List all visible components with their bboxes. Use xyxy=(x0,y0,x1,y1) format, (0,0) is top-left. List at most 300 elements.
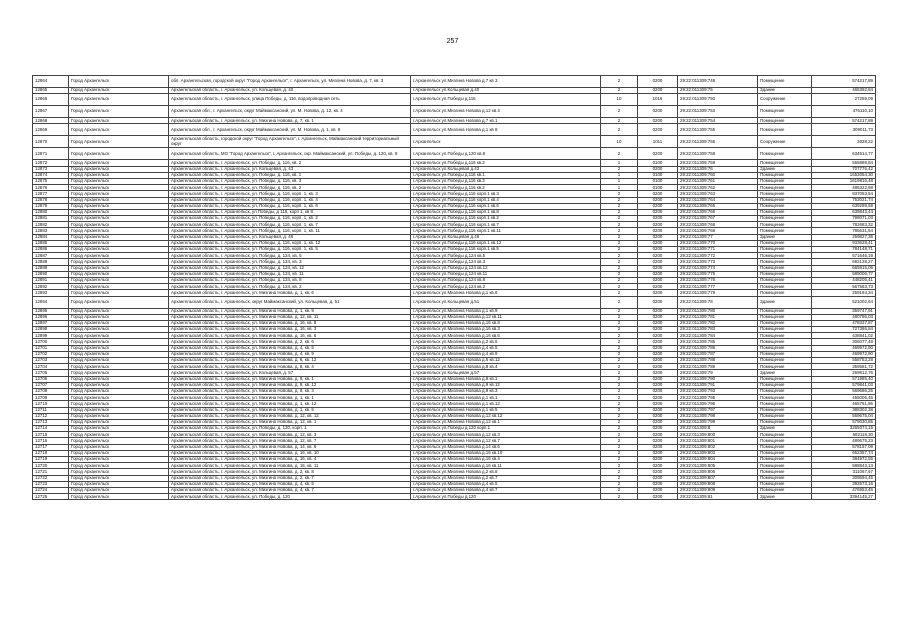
object-type-cell: Помещение xyxy=(758,148,812,160)
full-address-cell: Архангельская область, г. Архангельск, ул. Мизгина Новова, д. 16, кв. 6 xyxy=(169,333,411,339)
cadastral-value-cell: 798071,03 xyxy=(812,216,876,222)
object-type-cell: Здание xyxy=(758,88,812,94)
group-code-cell: 2 xyxy=(601,191,638,197)
subgroup-code-cell: 0200 xyxy=(638,191,678,197)
cadastral-number-cell: 29:22:011309:768 xyxy=(678,222,758,228)
row-number-cell: 12870 xyxy=(33,136,69,148)
short-address-cell: г.Архангельск ул.Победы д.120 xyxy=(411,494,601,500)
short-address-cell: г.Архангельск ул.Мизгина Новова д.16 кв.3 xyxy=(411,327,601,333)
group-code-cell: 2 xyxy=(601,494,638,500)
full-address-cell: Архангельская область, г. Архангельск, ул. Победы, д. 116, корп. 1, кв. 4 xyxy=(169,197,411,203)
cadastral-value-cell: 571646,19 xyxy=(812,253,876,259)
short-address-cell: г.Архангельск ул.Победы д.120 кв.8 xyxy=(411,148,601,160)
cadastral-value-cell: 3265074,15 xyxy=(812,426,876,432)
subgroup-code-cell: 0200 xyxy=(638,333,678,339)
cadastral-number-cell: 29:22:011309:770 xyxy=(678,240,758,246)
property-table xyxy=(32,75,876,500)
row-number-cell: 12888 xyxy=(33,259,69,265)
short-address-cell: г.Архангельск ул.Победы д.116 корп.1 кв.8 xyxy=(411,209,601,215)
municipality-cell: Город Архангельск xyxy=(69,327,169,333)
full-address-cell: Архангельская область, г. Архангельск, ул Победы, д 116, корп 1, кв 8 xyxy=(169,209,411,215)
cadastral-number-cell: 29:22:011309:799 xyxy=(678,419,758,425)
municipality-cell: Город Архангельск xyxy=(69,148,169,160)
cadastral-number-cell: 29:22:011309:758 xyxy=(678,148,758,160)
row-number-cell: 12880 xyxy=(33,209,69,215)
row-number-cell: 12897 xyxy=(33,320,69,326)
row-number-cell: 12708 xyxy=(33,388,69,394)
full-address-cell: Архангельская область, г. Архангельск, ул. Победы, д. 124, кв. 2 xyxy=(169,284,411,290)
object-type-cell: Помещение xyxy=(758,284,812,290)
subgroup-code-cell: 0100 xyxy=(638,178,678,184)
subgroup-code-cell: 0200 xyxy=(638,265,678,271)
subgroup-code-cell: 0200 xyxy=(638,407,678,413)
group-code-cell: 2 xyxy=(601,197,638,203)
cadastral-number-cell: 29:22:011309:762 xyxy=(678,185,758,191)
object-type-cell: Помещение xyxy=(758,469,812,475)
object-type-cell: Помещение xyxy=(758,191,812,197)
short-address-cell: г.Архангельск ул.Мизгина Новова д.2 кв.8 xyxy=(411,469,601,475)
short-address-cell: г.Архангельск ул.Мизгина Новова д.16 кв.8 xyxy=(411,320,601,326)
group-code-cell: 2 xyxy=(601,222,638,228)
object-type-cell: Помещение xyxy=(758,240,812,246)
full-address-cell: Архангельская область, г. Архангельск, ул. Победы, д. 124, кв. 12 xyxy=(169,265,411,271)
cadastral-number-cell: 29:22:011309:785 xyxy=(678,339,758,345)
full-address-cell: Архангельская область, г. Архангельск, ул. Победы, д. 124, кв. 8 xyxy=(169,277,411,283)
short-address-cell: г.Архангельск ул.Победы д.116 корп.1 кв.12 xyxy=(411,240,601,246)
cadastral-number-cell: 29:22:011309:795 xyxy=(678,395,758,401)
cadastral-value-cell: 469972,90 xyxy=(812,351,876,357)
page-number: 257 xyxy=(446,38,459,45)
short-address-cell: г.Архангельск ул.Мизгина Новова д.6 кв.12 xyxy=(411,358,601,364)
cadastral-number-cell: 29:22:011309:793 xyxy=(678,388,758,394)
object-type-cell: Помещение xyxy=(758,216,812,222)
short-address-cell: г.Архангельск ул.Мизгина Новова д.9 кв.3 xyxy=(411,388,601,394)
row-number-cell: 12721 xyxy=(33,469,69,475)
subgroup-code-cell: 0200 xyxy=(638,487,678,493)
row-number-cell: 12894 xyxy=(33,296,69,308)
municipality-cell: Город Архангельск xyxy=(69,284,169,290)
municipality-cell: Город Архангельск xyxy=(69,407,169,413)
cadastral-value-cell: 569675,04 xyxy=(812,413,876,419)
group-code-cell: 2 xyxy=(601,234,638,240)
full-address-cell: Архангельская обл., г. Архангельск, округ Маймаксанский, ул. М. Новова, д. 1, кв. 8 xyxy=(169,124,411,136)
cadastral-value-cell: 555888,84 xyxy=(812,160,876,166)
row-number-cell: 12893 xyxy=(33,290,69,296)
cadastral-number-cell: 29:22:011309:808 xyxy=(678,481,758,487)
cadastral-value-cell: 448205,41 xyxy=(812,277,876,283)
group-code-cell: 2 xyxy=(601,457,638,463)
subgroup-code-cell: 0200 xyxy=(638,124,678,136)
short-address-cell: г.Архангельск ул.Мизгина Новова д.12 кв.4 xyxy=(411,106,601,118)
subgroup-code-cell: 0200 xyxy=(638,290,678,296)
cadastral-value-cell: 582118,30 xyxy=(812,432,876,438)
group-code-cell: 2 xyxy=(601,351,638,357)
cadastral-number-cell: 29:22:011309:776 xyxy=(678,277,758,283)
subgroup-code-cell: 0200 xyxy=(638,222,678,228)
full-address-cell: Архангельская область, г. Архангельск, ул. Победы, д. 116, корп. 1, кв. 3 xyxy=(169,191,411,197)
row-number-cell: 12714 xyxy=(33,426,69,432)
short-address-cell: г.Архангельск ул.Победы д.116 корп.1 кв.4 xyxy=(411,197,601,203)
row-number-cell: 12700 xyxy=(33,339,69,345)
full-address-cell: Архангельская область, г. Архангельск, ул. Победы, д. 116, корп. 1, кв. 7 xyxy=(169,222,411,228)
table-row xyxy=(33,136,876,148)
cadastral-number-cell: 29:22:011309:784 xyxy=(678,333,758,339)
short-address-cell: г.Архангельск ул.Кольцевая д.46 xyxy=(411,234,601,240)
subgroup-code-cell: 0100 xyxy=(638,160,678,166)
municipality-cell: Город Архангельск xyxy=(69,314,169,320)
subgroup-code-cell: 0200 xyxy=(638,432,678,438)
table-row xyxy=(33,94,876,106)
municipality-cell: Город Архангельск xyxy=(69,469,169,475)
row-number-cell: 12701 xyxy=(33,345,69,351)
row-number-cell: 12883 xyxy=(33,228,69,234)
short-address-cell: г.Архангельск xyxy=(411,136,601,148)
group-code-cell: 2 xyxy=(601,345,638,351)
full-address-cell: Архангельская область, г. Архангельск, ул. Мизгина Новова, д. 4, кв. 9 xyxy=(169,351,411,357)
municipality-cell: Город Архангельск xyxy=(69,197,169,203)
full-address-cell: Архангельская область, г. Архангельск, ул. Победы, д. 116, корп. 1, кв. 5 xyxy=(169,247,411,253)
group-code-cell: 2 xyxy=(601,228,638,234)
cadastral-number-cell: 29:22:011309:787 xyxy=(678,351,758,357)
short-address-cell: г.Архангельск ул.Мизгина Новова д.12 кв.11 xyxy=(411,314,601,320)
cadastral-value-cell: 1619816,48 xyxy=(812,178,876,184)
row-number-cell: 12723 xyxy=(33,481,69,487)
group-code-cell: 2 xyxy=(601,388,638,394)
row-number-cell: 12717 xyxy=(33,444,69,450)
full-address-cell: Архангельская область, г. Архангельск, ул. Мизгина Новова, д. 7, кв. 1 xyxy=(169,118,411,124)
object-type-cell: Помещение xyxy=(758,339,812,345)
municipality-cell: Город Архангельск xyxy=(69,191,169,197)
cadastral-value-cell: 476110,10 xyxy=(812,106,876,118)
municipality-cell: Город Архангельск xyxy=(69,124,169,136)
municipality-cell: Город Архангельск xyxy=(69,401,169,407)
municipality-cell: Город Архангельск xyxy=(69,376,169,382)
short-address-cell: г.Архангельск ул.Мизгина Новова д.1 кв.1 xyxy=(411,395,601,401)
subgroup-code-cell: 0200 xyxy=(638,345,678,351)
object-type-cell: Помещение xyxy=(758,475,812,481)
row-number-cell: 12716 xyxy=(33,438,69,444)
short-address-cell: г.Архангельск ул.Мизгина Новова д.12 кв.12 xyxy=(411,413,601,419)
cadastral-number-cell: 29:22:011309:790 xyxy=(678,376,758,382)
object-type-cell: Помещение xyxy=(758,395,812,401)
row-number-cell: 12886 xyxy=(33,247,69,253)
municipality-cell: Город Архангельск xyxy=(69,444,169,450)
municipality-cell: Город Архангельск xyxy=(69,388,169,394)
cadastral-number-cell: 29:22:011309:778 xyxy=(678,290,758,296)
cadastral-value-cell: 588843,13 xyxy=(812,463,876,469)
group-code-cell: 2 xyxy=(601,166,638,172)
object-type-cell: Помещение xyxy=(758,197,812,203)
cadastral-number-cell: 29:22:011309:81 xyxy=(678,494,758,500)
group-code-cell: 1 xyxy=(601,160,638,166)
municipality-cell: Город Архангельск xyxy=(69,290,169,296)
full-address-cell: Архангельская область, г. Архангельск, ул. Мизгина Новова, д. 16, кв. 3 xyxy=(169,327,411,333)
cadastral-value-cell: 589006,77 xyxy=(812,271,876,277)
cadastral-value-cell: 782683,32 xyxy=(812,222,876,228)
cadastral-value-cell: 578157,09 xyxy=(812,444,876,450)
cadastral-value-cell: 639843,44 xyxy=(812,209,876,215)
subgroup-code-cell: 0200 xyxy=(638,475,678,481)
cadastral-number-cell: 29:22:011309:748 xyxy=(678,76,758,88)
group-code-cell: 2 xyxy=(601,253,638,259)
group-code-cell: 2 xyxy=(601,271,638,277)
group-code-cell: 2 xyxy=(601,382,638,388)
group-code-cell: 2 xyxy=(601,469,638,475)
row-number-cell: 12718 xyxy=(33,450,69,456)
full-address-cell: Архангельская область, г. Архангельск, ул. Победы, д. 124, кв. 11 xyxy=(169,271,411,277)
cadastral-number-cell: 29:22:011309:788 xyxy=(678,358,758,364)
group-code-cell: 2 xyxy=(601,277,638,283)
object-type-cell: Помещение xyxy=(758,487,812,493)
municipality-cell: Город Архангельск xyxy=(69,172,169,178)
subgroup-code-cell: 0200 xyxy=(638,364,678,370)
row-number-cell: 12896 xyxy=(33,314,69,320)
municipality-cell: Город Архангельск xyxy=(69,426,169,432)
row-number-cell: 12711 xyxy=(33,407,69,413)
cadastral-value-cell: 465761,86 xyxy=(812,401,876,407)
object-type-cell: Помещение xyxy=(758,450,812,456)
row-number-cell: 12891 xyxy=(33,277,69,283)
subgroup-code-cell: 0200 xyxy=(638,148,678,160)
short-address-cell: г.Архангельск ул.Победы д.116 кв.3 xyxy=(411,178,601,184)
full-address-cell: Архангельская область, г. Архангельск, ул. Победы, д. 116, кв. 1 xyxy=(169,172,411,178)
row-number-cell: 12899 xyxy=(33,333,69,339)
cadastral-number-cell: 29:22:011309:797 xyxy=(678,407,758,413)
full-address-cell: Архангельская область, г. Архангельск, ул. Мизгина Новова, д. 9, кв. 3 xyxy=(169,388,411,394)
municipality-cell: Город Архангельск xyxy=(69,253,169,259)
row-number-cell: 12887 xyxy=(33,253,69,259)
subgroup-code-cell: 0200 xyxy=(638,382,678,388)
group-code-cell: 2 xyxy=(601,124,638,136)
short-address-cell: г.Архангельск ул.Мизгина Новова д.8 кв.4 xyxy=(411,364,601,370)
group-code-cell: 2 xyxy=(601,407,638,413)
object-type-cell: Помещение xyxy=(758,327,812,333)
object-type-cell: Помещение xyxy=(758,314,812,320)
cadastral-value-cell: 392573,16 xyxy=(812,481,876,487)
object-type-cell: Помещение xyxy=(758,432,812,438)
short-address-cell: г.Архангельск ул.Мизгина Новова д.7 кв.1 xyxy=(411,118,601,124)
subgroup-code-cell: 0200 xyxy=(638,216,678,222)
subgroup-code-cell: 0200 xyxy=(638,450,678,456)
short-address-cell: г.Архангельск ул.Мизгина Новова д.12 кв.1 xyxy=(411,419,601,425)
short-address-cell: г.Архангельск ул.Мизгина Новова д.4 кв.5 xyxy=(411,481,601,487)
row-number-cell: 12712 xyxy=(33,413,69,419)
group-code-cell: 2 xyxy=(601,450,638,456)
row-number-cell: 12724 xyxy=(33,487,69,493)
short-address-cell: г.Архангельск ул.Мизгина Новова д.12 кв.7 xyxy=(411,438,601,444)
subgroup-code-cell: 0200 xyxy=(638,401,678,407)
short-address-cell: г.Архангельск ул.Кольцевая д.43 xyxy=(411,166,601,172)
row-number-cell: 12877 xyxy=(33,191,69,197)
short-address-cell: г.Архангельск ул.Кольцевая д.51 xyxy=(411,296,601,308)
subgroup-code-cell: 0200 xyxy=(638,259,678,265)
cadastral-number-cell: 29:22:011309:754 xyxy=(678,118,758,124)
cadastral-number-cell: 29:22:011309:79 xyxy=(678,370,758,376)
cadastral-number-cell: 29:22:011309:75 xyxy=(678,88,758,94)
full-address-cell: Архангельская область, г. Архангельск, ул. Мизгина Новова, д. 16, кв. 11 xyxy=(169,463,411,469)
full-address-cell: Архангельская область, г. Архангельск, ул. Мизгина Новова, д. 4, кв. 7 xyxy=(169,487,411,493)
group-code-cell: 2 xyxy=(601,88,638,94)
table-row xyxy=(33,124,876,136)
full-address-cell: Архангельская область, г. Архангельск, ул. Мизгина Новова, д. 4, кв. 5 xyxy=(169,481,411,487)
municipality-cell: Город Архангельск xyxy=(69,345,169,351)
subgroup-code-cell: 0200 xyxy=(638,277,678,283)
full-address-cell: Архангельская область, г. Архангельск, ул. Мизгина Новова, д. 1, кв. 9 xyxy=(169,308,411,314)
cadastral-value-cell: 665915,05 xyxy=(812,265,876,271)
cadastral-value-cell: 707776,42 xyxy=(812,166,876,172)
object-type-cell: Здание xyxy=(758,166,812,172)
cadastral-number-cell: 29:22:011309:769 xyxy=(678,228,758,234)
municipality-cell: Город Архангельск xyxy=(69,178,169,184)
short-address-cell: г.Архангельск ул.Мизгина Новова д.2 кв.7 xyxy=(411,475,601,481)
group-code-cell: 10 xyxy=(601,94,638,106)
object-type-cell: Помещение xyxy=(758,222,812,228)
row-number-cell: 12873 xyxy=(33,166,69,172)
full-address-cell: Архангельская область, г. Архангельск, округ Маймаксанский, ул. Кольцевая, д. 51 xyxy=(169,296,411,308)
group-code-cell: 2 xyxy=(601,106,638,118)
full-address-cell: Архангельская область, г. Архангельск, ул. Победы, д. 116, корп. 1, кв. 12 xyxy=(169,240,411,246)
cadastral-number-cell: 29:22:011309:800 xyxy=(678,432,758,438)
object-type-cell: Помещение xyxy=(758,345,812,351)
object-type-cell: Помещение xyxy=(758,185,812,191)
group-code-cell: 1 xyxy=(601,178,638,184)
cadastral-value-cell: 388302,38 xyxy=(812,407,876,413)
municipality-cell: Город Архангельск xyxy=(69,475,169,481)
row-number-cell: 12720 xyxy=(33,463,69,469)
group-code-cell: 2 xyxy=(601,432,638,438)
row-number-cell: 12705 xyxy=(33,370,69,376)
group-code-cell: 2 xyxy=(601,444,638,450)
short-address-cell: г.Архангельск ул.Победы д.116 кв.2 xyxy=(411,185,601,191)
municipality-cell: Город Архангельск xyxy=(69,94,169,106)
group-code-cell: 2 xyxy=(601,426,638,432)
full-address-cell: Архангельская область, г. Архангельск, ул. Победы, д. 116, корп. 1, кв. 2 xyxy=(169,216,411,222)
short-address-cell: г.Архангельск ул.Мизгина Новова д.16 кв.10 xyxy=(411,450,601,456)
short-address-cell: г.Архангельск ул.Кольцевая д.57 xyxy=(411,370,601,376)
cadastral-value-cell: 3028,22 xyxy=(812,136,876,148)
object-type-cell: Помещение xyxy=(758,106,812,118)
subgroup-code-cell: 0200 xyxy=(638,395,678,401)
object-type-cell: Помещение xyxy=(758,290,812,296)
full-address-cell: Архангельская область, г. Архангельск, ул. Мизгина Новова, д. 1, кв. 5 xyxy=(169,407,411,413)
full-address-cell: Архангельская область, г. Архангельск, ул. Победы, д. 116, кв. 2 xyxy=(169,185,411,191)
group-code-cell: 2 xyxy=(601,463,638,469)
row-number-cell: 12707 xyxy=(33,382,69,388)
cadastral-number-cell: 29:22:011309:801 xyxy=(678,438,758,444)
full-address-cell: Архангельская область, г. Архангельск, ул. Мизгина Новова, д. 12, кв. 12 xyxy=(169,413,411,419)
municipality-cell: Город Архангельск xyxy=(69,216,169,222)
row-number-cell: 12703 xyxy=(33,358,69,364)
subgroup-code-cell: 0200 xyxy=(638,166,678,172)
object-type-cell: Помещение xyxy=(758,209,812,215)
subgroup-code-cell: 0200 xyxy=(638,240,678,246)
short-address-cell: г.Архангельск ул.Победы д.116 корп.1 кв.3 xyxy=(411,191,601,197)
cadastral-number-cell: 29:22:011309:781 xyxy=(678,314,758,320)
short-address-cell: г.Архангельск ул.Мизгина Новова д.16 кв.4 xyxy=(411,457,601,463)
row-number-cell: 12869 xyxy=(33,124,69,136)
subgroup-code-cell: 0200 xyxy=(638,413,678,419)
subgroup-code-cell: 0200 xyxy=(638,271,678,277)
subgroup-code-cell: 0200 xyxy=(638,457,678,463)
object-type-cell: Помещение xyxy=(758,382,812,388)
subgroup-code-cell: 0200 xyxy=(638,253,678,259)
short-address-cell: г.Архангельск ул.Мизгина Новова д.1 кв.9 xyxy=(411,308,601,314)
object-type-cell: Здание xyxy=(758,494,812,500)
row-number-cell: 12879 xyxy=(33,203,69,209)
full-address-cell: Архангельская область, г. Архангельск, ул. Мизгина Новова, д. 9, кв. 12 xyxy=(169,382,411,388)
object-type-cell: Помещение xyxy=(758,444,812,450)
row-number-cell: 12898 xyxy=(33,327,69,333)
row-number-cell: 12882 xyxy=(33,222,69,228)
cadastral-value-cell: 489675,23 xyxy=(812,438,876,444)
cadastral-value-cell: 306077,48 xyxy=(812,339,876,345)
row-number-cell: 12895 xyxy=(33,308,69,314)
group-code-cell: 2 xyxy=(601,376,638,382)
row-number-cell: 12889 xyxy=(33,265,69,271)
short-address-cell: г.Архангельск ул.Победы д.116 кв.2 xyxy=(411,160,601,166)
subgroup-code-cell: 0200 xyxy=(638,209,678,215)
full-address-cell: Архангельская область, г. Архангельск, ул. Мизгина Новова, д. 16, кв. 10 xyxy=(169,450,411,456)
municipality-cell: Город Архангельск xyxy=(69,364,169,370)
object-type-cell: Помещение xyxy=(758,351,812,357)
short-address-cell: г.Архангельск ул.Мизгина Новова д.9 кв.12 xyxy=(411,382,601,388)
group-code-cell: 2 xyxy=(601,148,638,160)
cadastral-value-cell: 480795,03 xyxy=(812,314,876,320)
group-code-cell: 2 xyxy=(601,209,638,215)
group-code-cell: 2 xyxy=(601,247,638,253)
cadastral-number-cell: 29:22:011309:773 xyxy=(678,259,758,265)
object-type-cell: Помещение xyxy=(758,247,812,253)
municipality-cell: Город Архангельск xyxy=(69,209,169,215)
full-address-cell: Архангельская область, г. Архангельск, ул. Мизгина Новова, д. 2, кв. 7 xyxy=(169,475,411,481)
row-number-cell: 12719 xyxy=(33,457,69,463)
municipality-cell: Город Архангельск xyxy=(69,296,169,308)
short-address-cell: г.Архангельск ул.Победы д.124 кв.5 xyxy=(411,253,601,259)
group-code-cell: 1 xyxy=(601,185,638,191)
cadastral-number-cell: 29:22:011309:796 xyxy=(678,401,758,407)
municipality-cell: Город Архангельск xyxy=(69,308,169,314)
group-code-cell: 2 xyxy=(601,364,638,370)
full-address-cell: Архангельская область, г. Архангельск, ул. Мизгина Новова, д. 1, кв. 6 xyxy=(169,290,411,296)
row-number-cell: 12715 xyxy=(33,432,69,438)
object-type-cell: Здание xyxy=(758,296,812,308)
municipality-cell: Город Архангельск xyxy=(69,419,169,425)
full-address-cell: Архангельская область, г. Архангельск, ул. Победы, д. 116, корп. 1, кв. 6 xyxy=(169,203,411,209)
group-code-cell: 2 xyxy=(601,290,638,296)
short-address-cell: г.Архангельск ул.Победы д.124 кв.2 xyxy=(411,284,601,290)
subgroup-code-cell: 0200 xyxy=(638,419,678,425)
group-code-cell: 2 xyxy=(601,327,638,333)
short-address-cell: г.Архангельск ул.Победы д.124 кв.8 xyxy=(411,277,601,283)
full-address-cell: Архангельская область, г. Архангельск, ул. Кольцевая, д. 40 xyxy=(169,88,411,94)
subgroup-code-cell: 0200 xyxy=(638,308,678,314)
municipality-cell: Город Архангельск xyxy=(69,88,169,94)
short-address-cell: г.Архангельск ул.Победы д.116 xyxy=(411,94,601,106)
cadastral-value-cell: 521002,64 xyxy=(812,296,876,308)
municipality-cell: Город Архангельск xyxy=(69,234,169,240)
cadastral-value-cell: 579841,03 xyxy=(812,382,876,388)
cadastral-value-cell: 465392,84 xyxy=(812,88,876,94)
row-number-cell: 12704 xyxy=(33,364,69,370)
short-address-cell: г.Архангельск ул.Мизгина Новова д.1 кв 8 xyxy=(411,124,601,136)
municipality-cell: Город Архангельск xyxy=(69,432,169,438)
cadastral-value-cell: 937053,54 xyxy=(812,191,876,197)
group-code-cell: 2 xyxy=(601,203,638,209)
row-number-cell: 12872 xyxy=(33,160,69,166)
full-address-cell: Архангельская область, г. Архангельск, ул. Победы, д. 124, кв. 3 xyxy=(169,259,411,265)
object-type-cell: Здание xyxy=(758,234,812,240)
group-code-cell: 2 xyxy=(601,284,638,290)
